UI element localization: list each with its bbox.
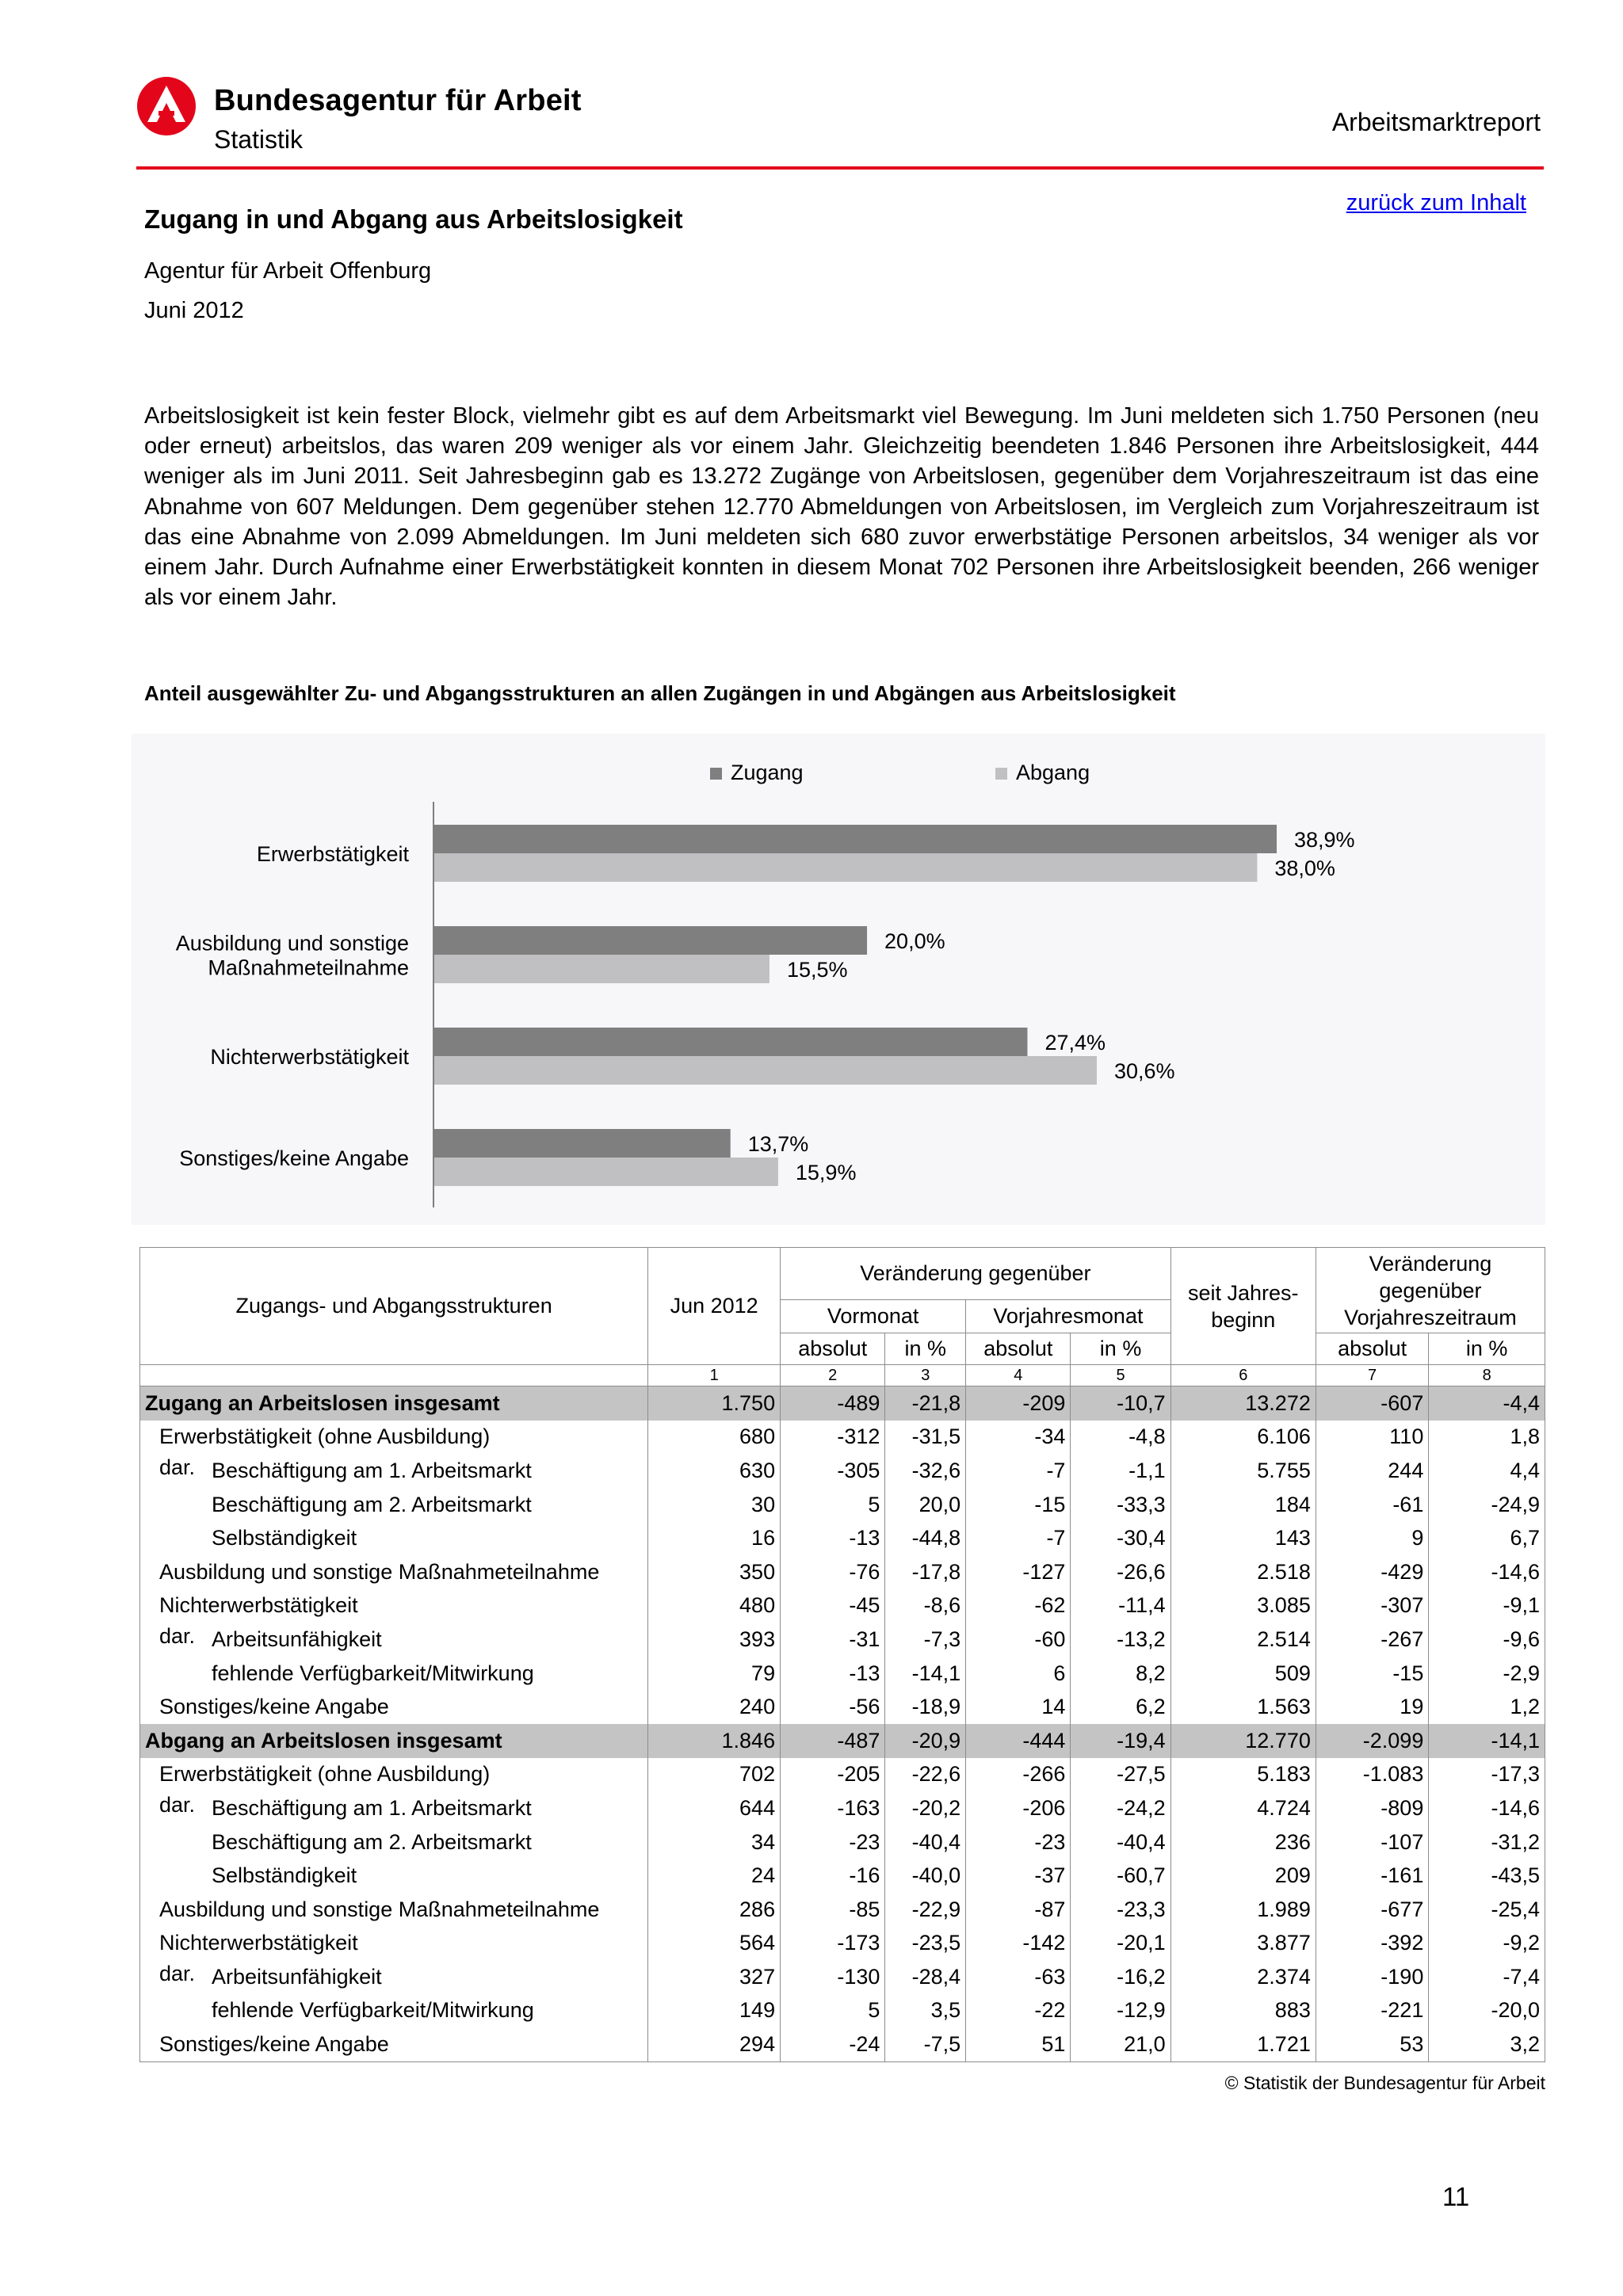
value-cell: -19,4 (1071, 1724, 1170, 1758)
column-number: 1 (648, 1365, 781, 1386)
value-cell: 6,7 (1429, 1521, 1545, 1555)
row-label: Beschäftigung am 1. Arbeitsmarkt (212, 1795, 532, 1820)
data-label: 13,7% (747, 1132, 809, 1156)
table-row (140, 1960, 1545, 1994)
value-cell: 6 (966, 1657, 1071, 1691)
bar-zugang (433, 1129, 731, 1158)
value-cell: 286 (648, 1893, 781, 1927)
value-cell: 3,5 (885, 1994, 966, 2028)
header-in-pct: in % (1429, 1333, 1545, 1365)
value-cell: -24,9 (1429, 1488, 1545, 1522)
value-cell: -312 (781, 1421, 885, 1455)
row-label: Beschäftigung am 1. Arbeitsmarkt (212, 1458, 532, 1482)
header-change: Veränderung gegenüber (781, 1248, 1171, 1300)
value-cell: -26,6 (1071, 1555, 1170, 1589)
value-cell: -4,8 (1071, 1421, 1170, 1455)
flow-table (139, 1247, 1545, 2062)
header-change-period: Veränderung gegenüber Vorjahreszeitraum (1316, 1248, 1545, 1333)
dar-prefix: dar. (159, 1455, 196, 1480)
value-cell: -161 (1316, 1859, 1428, 1893)
value-cell: -27,5 (1071, 1758, 1170, 1792)
value-cell: 4,4 (1429, 1454, 1545, 1488)
row-label: Beschäftigung am 2. Arbeitsmarkt (212, 1492, 532, 1516)
column-number: 3 (885, 1365, 966, 1386)
value-cell: -21,8 (885, 1386, 966, 1421)
header-number-blank (140, 1365, 648, 1386)
column-number: 8 (1429, 1365, 1545, 1386)
legend-swatch (995, 768, 1007, 780)
value-cell: -107 (1316, 1825, 1428, 1859)
chart-title: Anteil ausgewählter Zu- und Abgangsstrukturen an allen Zugängen in und Abgängen aus Arbeitslosigkeit (144, 681, 1176, 705)
value-cell: -24 (781, 2027, 885, 2061)
row-label-cell (140, 1859, 648, 1893)
row-label-cell (140, 1555, 648, 1589)
row-label-cell (140, 1589, 648, 1623)
value-cell: -40,4 (885, 1825, 966, 1859)
value-cell: 8,2 (1071, 1657, 1170, 1691)
header-divider (136, 166, 1544, 170)
value-cell: 1.989 (1170, 1893, 1316, 1927)
value-cell: -30,4 (1071, 1521, 1170, 1555)
header-prev-month: Vormonat (781, 1300, 966, 1333)
value-cell: -7 (966, 1454, 1071, 1488)
value-cell: -15 (966, 1488, 1071, 1522)
value-cell: 184 (1170, 1488, 1316, 1522)
value-cell: -607 (1316, 1386, 1428, 1421)
row-label: Selbständigkeit (212, 1863, 357, 1888)
data-label: 38,0% (1274, 856, 1335, 880)
value-cell: 644 (648, 1791, 781, 1825)
header-in-pct: in % (885, 1333, 966, 1365)
row-label: Selbständigkeit (212, 1526, 357, 1550)
header-prev-year-month: Vorjahresmonat (966, 1300, 1171, 1333)
row-label: Erwerbstätigkeit (ohne Ausbildung) (159, 1425, 491, 1449)
value-cell: -14,1 (885, 1657, 966, 1691)
bar-zugang (433, 825, 1277, 853)
bar-abgang (433, 1158, 778, 1186)
value-cell: -20,2 (885, 1791, 966, 1825)
row-label: fehlende Verfügbarkeit/Mitwirkung (212, 1998, 534, 2023)
value-cell: -23,5 (885, 1927, 966, 1961)
bar-zugang (433, 926, 867, 955)
value-cell: 30 (648, 1488, 781, 1522)
value-cell: 3.877 (1170, 1927, 1316, 1961)
value-cell: 702 (648, 1758, 781, 1792)
report-month: Juni 2012 (144, 298, 244, 323)
value-cell: -15 (1316, 1657, 1428, 1691)
copyright-note: © Statistik der Bundesagentur für Arbeit (1224, 2073, 1545, 2093)
value-cell: -489 (781, 1386, 885, 1421)
value-cell: 5 (781, 1994, 885, 2028)
value-cell: 6.106 (1170, 1421, 1316, 1455)
value-cell: 2.374 (1170, 1960, 1316, 1994)
value-cell: 13.272 (1170, 1386, 1316, 1421)
bar-abgang (433, 853, 1257, 882)
header-absolut: absolut (966, 1333, 1071, 1365)
value-cell: -20,9 (885, 1724, 966, 1758)
bar-abgang (433, 1056, 1097, 1085)
row-label: fehlende Verfügbarkeit/Mitwirkung (212, 1661, 534, 1685)
summary-paragraph: Arbeitslosigkeit ist kein fester Block, vielmehr gibt es auf dem Arbeitsmarkt viel Bewegung. Im Juni meldeten sich 1.750 Personen (neu oder erneut) arbeitslos, das waren 209 weniger als vor einem Jahr. Gleichzeitig beendeten 1.846 Personen ihre Arbeitslosigkeit, 444 weniger als im Juni 2011. Seit Jahresbeginn gab es 13.272 Zugänge von Arbeitslosen, gegenüber dem Vorjahreszeitraum ist das eine Abnahme von 607 Meldungen. Dem gegenüber stehen 12.770 Abmeldungen von Arbeitslosen, im Vergleich zum Vorjahreszeitraum ist das eine Abnahme von 2.099 Abmeldungen. Im Juni meldeten sich 680 zuvor erwerbstätige Personen arbeitslos, 34 weniger als vor einem Jahr. Durch Aufnahme einer Erwerbstätigkeit konnten in diesem Monat 702 Personen ihre Arbeitslosigkeit beenden, 266 weniger als vor einem Jahr. (144, 403, 1539, 611)
data-label: 20,0% (884, 929, 945, 953)
value-cell: -44,8 (885, 1521, 966, 1555)
row-label-cell (140, 1623, 648, 1657)
value-cell: -12,9 (1071, 1994, 1170, 2028)
value-cell: 1.563 (1170, 1690, 1316, 1724)
value-cell: 3.085 (1170, 1589, 1316, 1623)
value-cell: 149 (648, 1994, 781, 2028)
value-cell: 12.770 (1170, 1724, 1316, 1758)
row-label: Nichterwerbstätigkeit (159, 1593, 358, 1618)
value-cell: -43,5 (1429, 1859, 1545, 1893)
value-cell: -34 (966, 1421, 1071, 1455)
value-cell: -87 (966, 1893, 1071, 1927)
value-cell: -13,2 (1071, 1623, 1170, 1657)
row-label: Nichterwerbstätigkeit (159, 1931, 358, 1955)
value-cell: -9,1 (1429, 1589, 1545, 1623)
value-cell: -7,5 (885, 2027, 966, 2061)
legend-label: Abgang (1016, 761, 1090, 784)
value-cell: 51 (966, 2027, 1071, 2061)
value-cell: 24 (648, 1859, 781, 1893)
org-name: Bundesagentur für Arbeit (214, 84, 582, 117)
category-label: Nichterwerbstätigkeit (210, 1045, 409, 1069)
value-cell: -14,6 (1429, 1555, 1545, 1589)
row-label-cell (140, 1994, 648, 2028)
row-label: Sonstiges/keine Angabe (159, 1695, 389, 1719)
value-cell: 1.750 (648, 1386, 781, 1421)
page-number: 11 (1442, 2182, 1470, 2211)
row-label: Sonstiges/keine Angabe (159, 2032, 389, 2057)
value-cell: 79 (648, 1657, 781, 1691)
value-cell: -266 (966, 1758, 1071, 1792)
value-cell: -1.083 (1316, 1758, 1428, 1792)
bar-zugang (433, 1028, 1027, 1056)
table-total-row (140, 1386, 1545, 1421)
category-label: Sonstiges/keine Angabe (179, 1146, 409, 1170)
data-label: 15,5% (786, 958, 848, 982)
category-label: Maßnahmeteilnahme (208, 955, 409, 980)
row-label-cell (140, 1454, 648, 1488)
page-title: Zugang in und Abgang aus Arbeitslosigkeit (144, 204, 683, 234)
value-cell: -17,8 (885, 1555, 966, 1589)
value-cell: -267 (1316, 1623, 1428, 1657)
table-row (140, 1758, 1545, 1792)
value-cell: 564 (648, 1927, 781, 1961)
bar-chart (132, 734, 1545, 1225)
table-row (140, 1623, 1545, 1657)
back-to-contents-link[interactable]: zurück zum Inhalt (1346, 190, 1526, 215)
column-number: 5 (1071, 1365, 1170, 1386)
row-label-cell (140, 1488, 648, 1522)
value-cell: 883 (1170, 1994, 1316, 2028)
value-cell: -22 (966, 1994, 1071, 2028)
row-label-cell (140, 1893, 648, 1927)
table-row (140, 1488, 1545, 1522)
dar-prefix: dar. (159, 1624, 196, 1649)
value-cell: 240 (648, 1690, 781, 1724)
value-cell: -24,2 (1071, 1791, 1170, 1825)
value-cell: 4.724 (1170, 1791, 1316, 1825)
value-cell: 680 (648, 1421, 781, 1455)
table-row (140, 1421, 1545, 1455)
value-cell: 19 (1316, 1690, 1428, 1724)
data-label: 30,6% (1113, 1059, 1175, 1083)
row-label-cell (140, 1386, 648, 1421)
row-label: Erwerbstätigkeit (ohne Ausbildung) (159, 1762, 491, 1787)
value-cell: 209 (1170, 1859, 1316, 1893)
value-cell: -23 (781, 1825, 885, 1859)
table-row (140, 2027, 1545, 2061)
dept-name: Statistik (214, 125, 304, 154)
value-cell: -28,4 (885, 1960, 966, 1994)
value-cell: -23 (966, 1825, 1071, 1859)
value-cell: -487 (781, 1724, 885, 1758)
value-cell: 21,0 (1071, 2027, 1170, 2061)
value-cell: -4,4 (1429, 1386, 1545, 1421)
column-number: 2 (781, 1365, 885, 1386)
value-cell: 16 (648, 1521, 781, 1555)
value-cell: -20,1 (1071, 1927, 1170, 1961)
table-row (140, 1927, 1545, 1961)
dar-prefix: dar. (159, 1962, 196, 1986)
value-cell: -209 (966, 1386, 1071, 1421)
value-cell: -63 (966, 1960, 1071, 1994)
value-cell: -305 (781, 1454, 885, 1488)
header-absolut: absolut (1316, 1333, 1428, 1365)
table-row (140, 1825, 1545, 1859)
value-cell: 5 (781, 1488, 885, 1522)
value-cell: -2,9 (1429, 1657, 1545, 1691)
value-cell: -809 (1316, 1791, 1428, 1825)
header-since-start: seit Jahres-beginn (1170, 1248, 1316, 1365)
header-in-pct: in % (1071, 1333, 1170, 1365)
value-cell: 143 (1170, 1521, 1316, 1555)
value-cell: 2.518 (1170, 1555, 1316, 1589)
report-title: Arbeitsmarktreport (1331, 108, 1541, 136)
column-number: 7 (1316, 1365, 1428, 1386)
value-cell: -14,1 (1429, 1724, 1545, 1758)
value-cell: 53 (1316, 2027, 1428, 2061)
value-cell: -444 (966, 1724, 1071, 1758)
value-cell: -25,4 (1429, 1893, 1545, 1927)
value-cell: -31,2 (1429, 1825, 1545, 1859)
legend-swatch (710, 768, 722, 780)
value-cell: 2.514 (1170, 1623, 1316, 1657)
column-number: 6 (1170, 1365, 1316, 1386)
agency-name: Agentur für Arbeit Offenburg (144, 258, 432, 284)
value-cell: -18,9 (885, 1690, 966, 1724)
value-cell: -173 (781, 1927, 885, 1961)
table-row (140, 1555, 1545, 1589)
value-cell: -32,6 (885, 1454, 966, 1488)
value-cell: 630 (648, 1454, 781, 1488)
ba-logo-icon (136, 76, 197, 136)
table-row (140, 1994, 1545, 2028)
table-row (140, 1521, 1545, 1555)
row-label: Abgang an Arbeitslosen insgesamt (145, 1728, 502, 1753)
value-cell: -14,6 (1429, 1791, 1545, 1825)
data-label: 27,4% (1044, 1031, 1106, 1055)
row-label-cell (140, 1825, 648, 1859)
value-cell: -62 (966, 1589, 1071, 1623)
row-label-cell (140, 1758, 648, 1792)
table-row (140, 1454, 1545, 1488)
value-cell: -130 (781, 1960, 885, 1994)
value-cell: -429 (1316, 1555, 1428, 1589)
category-label: Ausbildung und sonstige (175, 931, 409, 955)
value-cell: -76 (781, 1555, 885, 1589)
value-cell: 1,2 (1429, 1690, 1545, 1724)
value-cell: 20,0 (885, 1488, 966, 1522)
value-cell: -9,2 (1429, 1927, 1545, 1961)
value-cell: -60 (966, 1623, 1071, 1657)
value-cell: 9 (1316, 1521, 1428, 1555)
header-structures: Zugangs- und Abgangsstrukturen (140, 1248, 648, 1365)
legend-label: Zugang (731, 761, 804, 784)
row-label: Ausbildung und sonstige Maßnahmeteilnahme (159, 1897, 600, 1921)
value-cell: -85 (781, 1893, 885, 1927)
value-cell: 244 (1316, 1454, 1428, 1488)
table-total-row (140, 1724, 1545, 1758)
value-cell: 393 (648, 1623, 781, 1657)
value-cell: 480 (648, 1589, 781, 1623)
value-cell: -13 (781, 1657, 885, 1691)
value-cell: -13 (781, 1521, 885, 1555)
table-row (140, 1893, 1545, 1927)
value-cell: 5.183 (1170, 1758, 1316, 1792)
row-label-cell (140, 1927, 648, 1961)
dar-prefix: dar. (159, 1793, 196, 1817)
value-cell: -56 (781, 1690, 885, 1724)
value-cell: -40,0 (885, 1859, 966, 1893)
value-cell: -190 (1316, 1960, 1428, 1994)
value-cell: 1.721 (1170, 2027, 1316, 2061)
value-cell: 3,2 (1429, 2027, 1545, 2061)
row-label: Arbeitsunfähigkeit (212, 1964, 382, 1989)
value-cell: -9,6 (1429, 1623, 1545, 1657)
row-label: Zugang an Arbeitslosen insgesamt (145, 1390, 500, 1415)
value-cell: -10,7 (1071, 1386, 1170, 1421)
row-label: Ausbildung und sonstige Maßnahmeteilnahme (159, 1559, 600, 1584)
category-label: Erwerbstätigkeit (256, 842, 409, 866)
value-cell: -392 (1316, 1927, 1428, 1961)
value-cell: -127 (966, 1555, 1071, 1589)
value-cell: -40,4 (1071, 1825, 1170, 1859)
value-cell: 110 (1316, 1421, 1428, 1455)
value-cell: -22,9 (885, 1893, 966, 1927)
value-cell: -60,7 (1071, 1859, 1170, 1893)
table-row (140, 1690, 1545, 1724)
value-cell: 1.846 (648, 1724, 781, 1758)
value-cell: 1,8 (1429, 1421, 1545, 1455)
row-label-cell (140, 1690, 648, 1724)
value-cell: -7,3 (885, 1623, 966, 1657)
header-jun-2012: Jun 2012 (648, 1248, 781, 1365)
value-cell: -221 (1316, 1994, 1428, 2028)
column-number: 4 (966, 1365, 1071, 1386)
value-cell: -31,5 (885, 1421, 966, 1455)
value-cell: -45 (781, 1589, 885, 1623)
row-label-cell (140, 1960, 648, 1994)
table-row (140, 1589, 1545, 1623)
value-cell: -17,3 (1429, 1758, 1545, 1792)
value-cell: 509 (1170, 1657, 1316, 1691)
value-cell: 327 (648, 1960, 781, 1994)
row-label-cell (140, 1521, 648, 1555)
value-cell: -16,2 (1071, 1960, 1170, 1994)
value-cell: -37 (966, 1859, 1071, 1893)
row-label-cell (140, 1791, 648, 1825)
row-label-cell (140, 2027, 648, 2061)
value-cell: 294 (648, 2027, 781, 2061)
value-cell: 236 (1170, 1825, 1316, 1859)
value-cell: 5.755 (1170, 1454, 1316, 1488)
value-cell: 14 (966, 1690, 1071, 1724)
value-cell: -163 (781, 1791, 885, 1825)
table-row (140, 1791, 1545, 1825)
row-label-cell (140, 1657, 648, 1691)
table-row (140, 1859, 1545, 1893)
value-cell: -307 (1316, 1589, 1428, 1623)
value-cell: -33,3 (1071, 1488, 1170, 1522)
value-cell: -8,6 (885, 1589, 966, 1623)
value-cell: -206 (966, 1791, 1071, 1825)
value-cell: -23,3 (1071, 1893, 1170, 1927)
value-cell: -61 (1316, 1488, 1428, 1522)
value-cell: -11,4 (1071, 1589, 1170, 1623)
value-cell: 6,2 (1071, 1690, 1170, 1724)
bar-abgang (433, 955, 769, 983)
value-cell: 350 (648, 1555, 781, 1589)
value-cell: -2.099 (1316, 1724, 1428, 1758)
value-cell: -7 (966, 1521, 1071, 1555)
header-absolut: absolut (781, 1333, 885, 1365)
value-cell: -16 (781, 1859, 885, 1893)
value-cell: -22,6 (885, 1758, 966, 1792)
data-label: 38,9% (1294, 828, 1355, 852)
value-cell: 34 (648, 1825, 781, 1859)
value-cell: -7,4 (1429, 1960, 1545, 1994)
value-cell: -1,1 (1071, 1454, 1170, 1488)
row-label-cell (140, 1724, 648, 1758)
value-cell: -20,0 (1429, 1994, 1545, 2028)
value-cell: -142 (966, 1927, 1071, 1961)
value-cell: -677 (1316, 1893, 1428, 1927)
row-label: Beschäftigung am 2. Arbeitsmarkt (212, 1829, 532, 1854)
data-label: 15,9% (795, 1161, 857, 1184)
value-cell: -31 (781, 1623, 885, 1657)
row-label-cell (140, 1421, 648, 1455)
value-cell: -205 (781, 1758, 885, 1792)
table-row (140, 1657, 1545, 1691)
row-label: Arbeitsunfähigkeit (212, 1627, 382, 1651)
